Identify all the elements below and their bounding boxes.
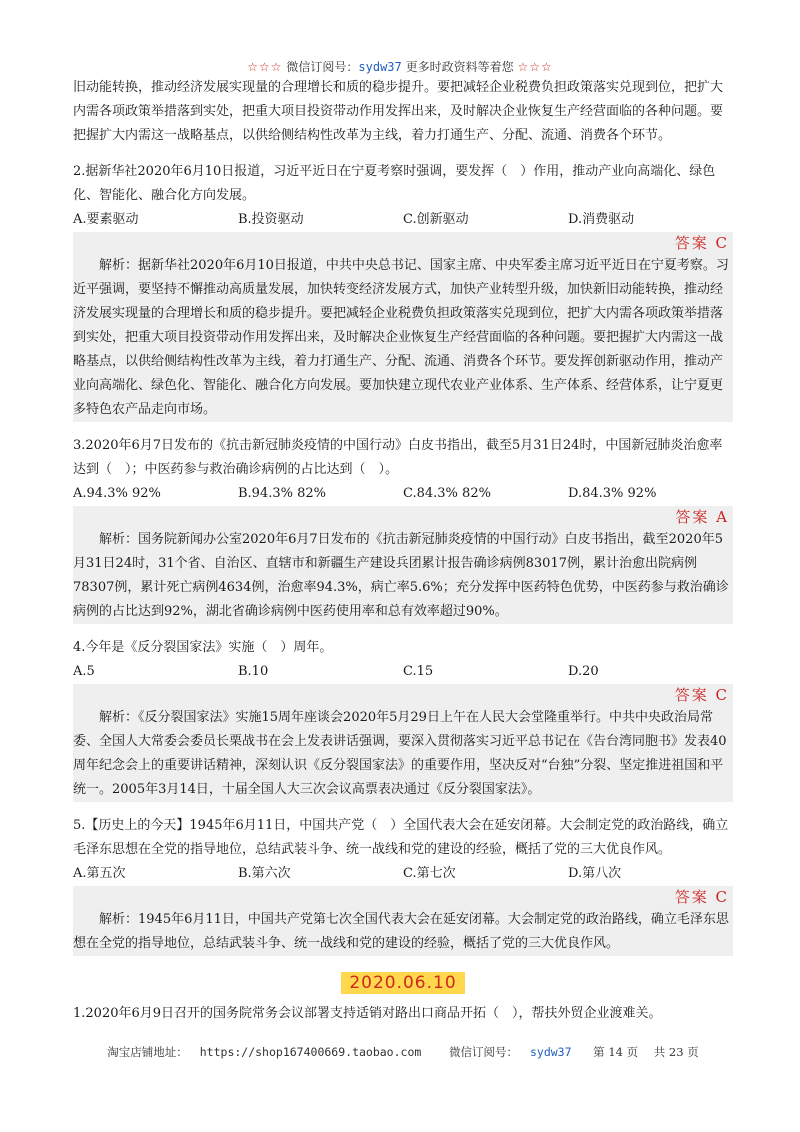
question-text: 4.今年是《反分裂国家法》实施（ ）周年。 — [73, 640, 333, 655]
question-text: 5.【历史上的今天】1945年6月11日，中国共产党（ ）全国代表大会在延安闭幕。大会制定党的政治路线，确立毛泽东思想在全党的指导地位，总结武装斗争、统一战线和党的建设的经验，概括了党的三大优良作风。 — [73, 818, 729, 857]
option: B.第六次 — [238, 866, 291, 881]
option: B.10 — [238, 664, 269, 679]
options-row — [73, 208, 733, 232]
question-block — [73, 160, 733, 422]
answer-value: C — [715, 888, 729, 906]
question-text: 3.2020年6月7日发布的《抗击新冠肺炎疫情的中国行动》白皮书指出，截至5月31日24时，中国新冠肺炎治愈率达到（ ）；中医药参与救治确诊病例的占比达到（ ）。 — [73, 438, 723, 477]
answer-value: C — [715, 234, 729, 252]
answer-label: 答案 — [675, 508, 710, 526]
options-row — [73, 482, 733, 506]
question-block — [73, 814, 733, 956]
options-row — [73, 660, 733, 684]
option: B.94.3% 82% — [238, 486, 327, 501]
answer-label: 答案 — [674, 234, 709, 252]
option: A.94.3% 92% — [73, 486, 161, 501]
answer-bar — [73, 886, 733, 908]
option: C.第七次 — [403, 866, 456, 881]
next-question-text: 1.2020年6月9日召开的国务院常务会议部署支持适销对路出口商品开拓（ ），帮扶外贸企业渡难关。 — [73, 1006, 662, 1021]
page-header — [0, 58, 800, 75]
option: A.第五次 — [73, 866, 126, 881]
explanation: 解析：1945年6月11日，中国共产党第七次全国代表大会在延安闭幕。大会制定党的政治路线，确立毛泽东思想在全党的指导地位，总结武装斗争、统一战线和党的建设的经验，概括了党的三大优良作风。 — [73, 908, 733, 956]
option: D.84.3% 92% — [568, 486, 657, 501]
shop-label: 淘宝店铺地址： — [107, 1045, 188, 1059]
footer-wechat-id: sydw37 — [529, 1045, 572, 1059]
option: D.第八次 — [568, 866, 622, 881]
option: D.20 — [568, 664, 599, 679]
options-row — [73, 862, 733, 886]
option: C.84.3% 82% — [403, 486, 491, 501]
option: A.要素驱动 — [73, 212, 139, 227]
question-block — [73, 636, 733, 802]
date-heading-wrap — [73, 972, 733, 994]
explanation: 解析：国务院新闻办公室2020年6月7日发布的《抗击新冠肺炎疫情的中国行动》白皮书指出，截至2020年5月31日24时，31个省、自治区、直辖市和新疆生产建设兵团累计报告确诊病例83017例，累计治愈出院病例78307例，累计死亡病例4634例，治愈率94.3%，病亡率5.6%；充分发挥中医药特色优势，中医药参与救治确诊病例的占比达到92%，湖北省确诊病例中医药使用率和总有效率超过90%。 — [73, 528, 733, 624]
question-block — [73, 434, 733, 624]
wechat-id: sydw37 — [358, 60, 402, 74]
page-footer — [0, 1044, 800, 1060]
answer-value: C — [715, 686, 729, 704]
intro-paragraph: 旧动能转换，推动经济发展实现量的合理增长和质的稳步提升。要把减轻企业税费负担政策落实兑现到位，把扩大内需各项政策举措落到实处，把重大项目投资带动作用发挥出来，及时解决企业恢复生产经营面临的各种问题。要把握扩大内需这一战略基点，以供给侧结构性改革为主线，着力打通生产、分配、流通、消费各个环节。 — [73, 80, 724, 143]
star-icon: ☆☆☆ — [517, 60, 553, 74]
star-icon: ☆☆☆ — [247, 60, 283, 74]
shop-link[interactable]: https://shop167400669.taobao.com — [199, 1045, 422, 1059]
answer-value: A — [716, 508, 729, 526]
header-tagline: 更多时政资料等着您 — [405, 60, 514, 74]
wechat-label: 微信订阅号： — [286, 60, 359, 74]
explanation: 解析：《反分裂国家法》实施15周年座谈会2020年5月29日上午在人民大会堂隆重举行。中共中央政治局常委、全国人大常委会委员长栗战书在会上发表讲话强调，要深入贯彻落实习近平总书记在《告台湾同胞书》发表40周年纪念会上的重要讲话精神，深刻认识《反分裂国家法》的重要作用，坚决反对“台独”分裂、坚定推进祖国和平统一。2005年3月14日，十届全国人大三次会议高票表决通过《反分裂国家法》。 — [73, 706, 733, 802]
document-body — [73, 76, 733, 1026]
answer-bar — [73, 684, 733, 706]
question-text: 2.据新华社2020年6月10日报道，习近平近日在宁夏考察时强调，要发挥（ ）作用，推动产业向高端化、绿色化、智能化、融合化方向发展。 — [73, 164, 716, 203]
page-number: 第 14 页 — [593, 1045, 639, 1059]
answer-label: 答案 — [674, 888, 709, 906]
option: C.创新驱动 — [403, 212, 469, 227]
option: B.投资驱动 — [238, 212, 304, 227]
option: A.5 — [73, 664, 95, 679]
explanation: 解析：据新华社2020年6月10日报道，中共中央总书记、国家主席、中央军委主席习近平近日在宁夏考察。习近平强调，要坚持不懈推动高质量发展，加快转变经济发展方式，加快产业转型升级，加快新旧动能转换，推动经济发展实现量的合理增长和质的稳步提升。要把减轻企业税费负担政策落实兑现到位，把扩大内需各项政策举措落到实处，把重大项目投资带动作用发挥出来，及时解决企业恢复生产经营面临的各种问题。要把握扩大内需这一战略基点，以供给侧结构性改革为主线，着力打通生产、分配、流通、消费各个环节。要发挥创新驱动作用，推动产业向高端化、绿色化、智能化、融合化方向发展。要加快建立现代农业产业体系、生产体系、经营体系，让宁夏更多特色农产品走向市场。 — [73, 254, 733, 422]
footer-wechat-label: 微信订阅号： — [448, 1045, 518, 1059]
answer-bar — [73, 506, 733, 528]
answer-bar — [73, 232, 733, 254]
option: D.消费驱动 — [568, 212, 635, 227]
page-total: 共 23 页 — [653, 1045, 699, 1059]
section-date: 2020.06.10 — [341, 972, 464, 994]
option: C.15 — [403, 664, 434, 679]
answer-label: 答案 — [674, 686, 709, 704]
